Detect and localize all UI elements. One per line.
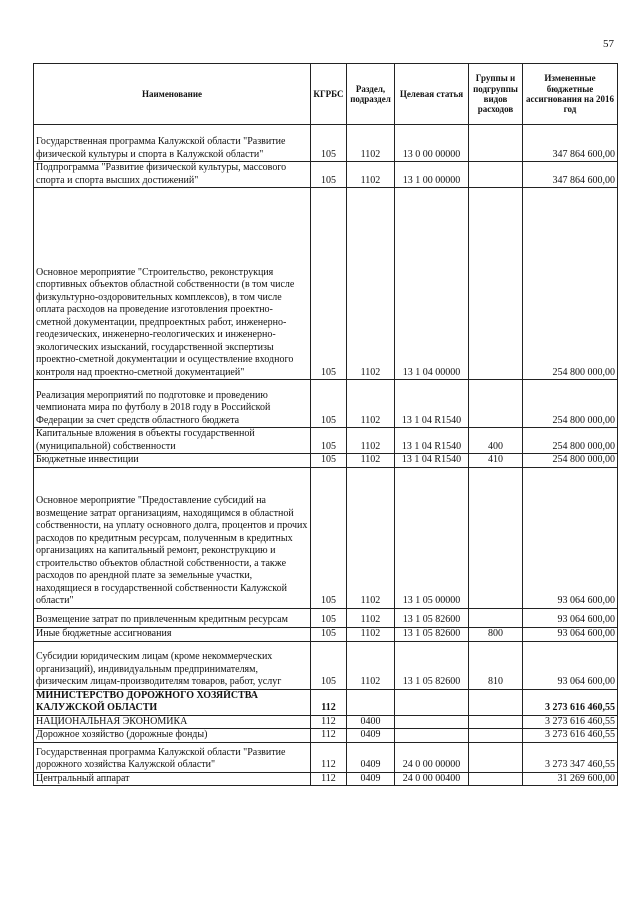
cell-amount: 31 269 600,00	[523, 772, 618, 786]
table-row	[34, 715, 618, 729]
cell-razdel: 1102	[347, 467, 395, 608]
cell-target: 13 1 04 00000	[395, 188, 469, 380]
page-number: 57	[603, 38, 614, 50]
cell-kgrbs: 105	[311, 608, 347, 627]
cell-razdel: 0409	[347, 729, 395, 743]
table-row	[34, 125, 618, 162]
cell-razdel: 1102	[347, 188, 395, 380]
cell-amount: 3 273 347 460,55	[523, 742, 618, 772]
cell-name: Подпрограмма "Развитие физической культуры, массового спорта и спорта высших достижений"	[34, 162, 311, 188]
cell-razdel: 1102	[347, 641, 395, 689]
cell-group	[469, 162, 523, 188]
cell-name: Бюджетные инвестиции	[34, 454, 311, 468]
table-body	[34, 125, 618, 786]
cell-name: Основное мероприятие "Предоставление субсидий на возмещение затрат организациям, находящимся в областной собственности, на уплату основного долга, процентов и прочих расходов по кредитным ресурсам, полученным в кредитных организациях на капитальный ремонт, реконструкцию и строительство объектов областной собственности, а также расходов по арендной плате за земельные участки, находящиеся в государственной собственности Калужской области"	[34, 467, 311, 608]
cell-target: 13 1 04 R1540	[395, 380, 469, 428]
cell-kgrbs: 105	[311, 428, 347, 454]
cell-target: 13 1 04 R1540	[395, 454, 469, 468]
cell-razdel: 1102	[347, 454, 395, 468]
cell-razdel	[347, 689, 395, 715]
cell-target: 13 1 05 82600	[395, 641, 469, 689]
cell-amount: 93 064 600,00	[523, 608, 618, 627]
cell-amount: 93 064 600,00	[523, 467, 618, 608]
table-row	[34, 188, 618, 380]
cell-group	[469, 608, 523, 627]
cell-group: 800	[469, 627, 523, 641]
cell-amount: 93 064 600,00	[523, 627, 618, 641]
cell-kgrbs: 112	[311, 715, 347, 729]
cell-target	[395, 689, 469, 715]
cell-kgrbs: 112	[311, 689, 347, 715]
budget-table	[33, 63, 618, 786]
cell-name: Государственная программа Калужской области "Развитие дорожного хозяйства Калужской области"	[34, 742, 311, 772]
cell-group	[469, 772, 523, 786]
table-row	[34, 742, 618, 772]
cell-target: 13 1 05 82600	[395, 608, 469, 627]
table-row	[34, 467, 618, 608]
cell-name: Центральный аппарат	[34, 772, 311, 786]
cell-group	[469, 729, 523, 743]
cell-razdel: 1102	[347, 627, 395, 641]
column-header-name: Наименование	[34, 64, 311, 125]
table-header-row	[34, 64, 618, 125]
cell-kgrbs: 105	[311, 467, 347, 608]
cell-kgrbs: 105	[311, 380, 347, 428]
cell-group	[469, 125, 523, 162]
cell-target: 13 0 00 00000	[395, 125, 469, 162]
table-row	[34, 689, 618, 715]
table-row	[34, 772, 618, 786]
cell-name: Субсидии юридическим лицам (кроме некоммерческих организаций), индивидуальным предпринимателям, физическим лицам-производителям товаров, работ, услуг	[34, 641, 311, 689]
cell-target: 24 0 00 00000	[395, 742, 469, 772]
cell-kgrbs: 112	[311, 742, 347, 772]
cell-group	[469, 689, 523, 715]
cell-amount: 93 064 600,00	[523, 641, 618, 689]
cell-razdel: 1102	[347, 428, 395, 454]
cell-group: 810	[469, 641, 523, 689]
cell-amount: 254 800 000,00	[523, 454, 618, 468]
cell-amount: 3 273 616 460,55	[523, 729, 618, 743]
table-row	[34, 428, 618, 454]
cell-kgrbs: 105	[311, 641, 347, 689]
cell-razdel: 0409	[347, 742, 395, 772]
cell-target: 13 1 04 R1540	[395, 428, 469, 454]
cell-name: Дорожное хозяйство (дорожные фонды)	[34, 729, 311, 743]
cell-amount: 254 800 000,00	[523, 380, 618, 428]
cell-group	[469, 742, 523, 772]
cell-razdel: 1102	[347, 380, 395, 428]
cell-group	[469, 467, 523, 608]
column-header-kgrbs: КГРБС	[311, 64, 347, 125]
cell-target: 13 1 00 00000	[395, 162, 469, 188]
cell-amount: 347 864 600,00	[523, 162, 618, 188]
column-header-target: Целевая статья	[395, 64, 469, 125]
cell-kgrbs: 105	[311, 125, 347, 162]
cell-kgrbs: 105	[311, 162, 347, 188]
cell-name: НАЦИОНАЛЬНАЯ ЭКОНОМИКА	[34, 715, 311, 729]
table-row	[34, 608, 618, 627]
cell-target: 24 0 00 00400	[395, 772, 469, 786]
cell-group: 400	[469, 428, 523, 454]
table-row	[34, 729, 618, 743]
cell-name: МИНИСТЕРСТВО ДОРОЖНОГО ХОЗЯЙСТВА КАЛУЖСКОЙ ОБЛАСТИ	[34, 689, 311, 715]
cell-group	[469, 380, 523, 428]
table-row	[34, 454, 618, 468]
table-row	[34, 627, 618, 641]
cell-name: Иные бюджетные ассигнования	[34, 627, 311, 641]
cell-target	[395, 715, 469, 729]
table-row	[34, 641, 618, 689]
cell-razdel: 0409	[347, 772, 395, 786]
table-row	[34, 380, 618, 428]
table-row	[34, 162, 618, 188]
column-header-amount: Измененные бюджетные ассигнования на 2016 год	[523, 64, 618, 125]
cell-kgrbs: 105	[311, 627, 347, 641]
cell-razdel: 1102	[347, 162, 395, 188]
cell-amount: 3 273 616 460,55	[523, 689, 618, 715]
cell-group	[469, 188, 523, 380]
cell-amount: 254 800 000,00	[523, 428, 618, 454]
cell-target: 13 1 05 00000	[395, 467, 469, 608]
cell-group: 410	[469, 454, 523, 468]
column-header-razdel: Раздел, подраздел	[347, 64, 395, 125]
cell-name: Капитальные вложения в объекты государственной (муниципальной) собственности	[34, 428, 311, 454]
column-header-group: Группы и подгруппы видов расходов	[469, 64, 523, 125]
cell-razdel: 1102	[347, 125, 395, 162]
cell-target: 13 1 05 82600	[395, 627, 469, 641]
cell-amount: 347 864 600,00	[523, 125, 618, 162]
cell-group	[469, 715, 523, 729]
cell-kgrbs: 112	[311, 772, 347, 786]
cell-kgrbs: 105	[311, 454, 347, 468]
cell-amount: 3 273 616 460,55	[523, 715, 618, 729]
cell-razdel: 0400	[347, 715, 395, 729]
cell-name: Возмещение затрат по привлеченным кредитным ресурсам	[34, 608, 311, 627]
cell-name: Государственная программа Калужской области "Развитие физической культуры и спорта в Калужской области"	[34, 125, 311, 162]
cell-kgrbs: 112	[311, 729, 347, 743]
cell-amount: 254 800 000,00	[523, 188, 618, 380]
cell-name: Реализация мероприятий по подготовке и проведению чемпионата мира по футболу в 2018 году в Российской Федерации за счет средств областного бюджета	[34, 380, 311, 428]
cell-name: Основное мероприятие "Строительство, реконструкция спортивных объектов областной собственности (в том числе физкультурно-оздоровительных комплексов), в том числе оплата расходов на проведение изготовления проектно-сметной документации, предпроектных работ, инженерно-геодезических, инженерно-геологических и инженерно-экологических изысканий, государственной экспертизы проектно-сметной документации и осуществление входного контроля над проектно-сметной документацией"	[34, 188, 311, 380]
cell-razdel: 1102	[347, 608, 395, 627]
cell-target	[395, 729, 469, 743]
cell-kgrbs: 105	[311, 188, 347, 380]
